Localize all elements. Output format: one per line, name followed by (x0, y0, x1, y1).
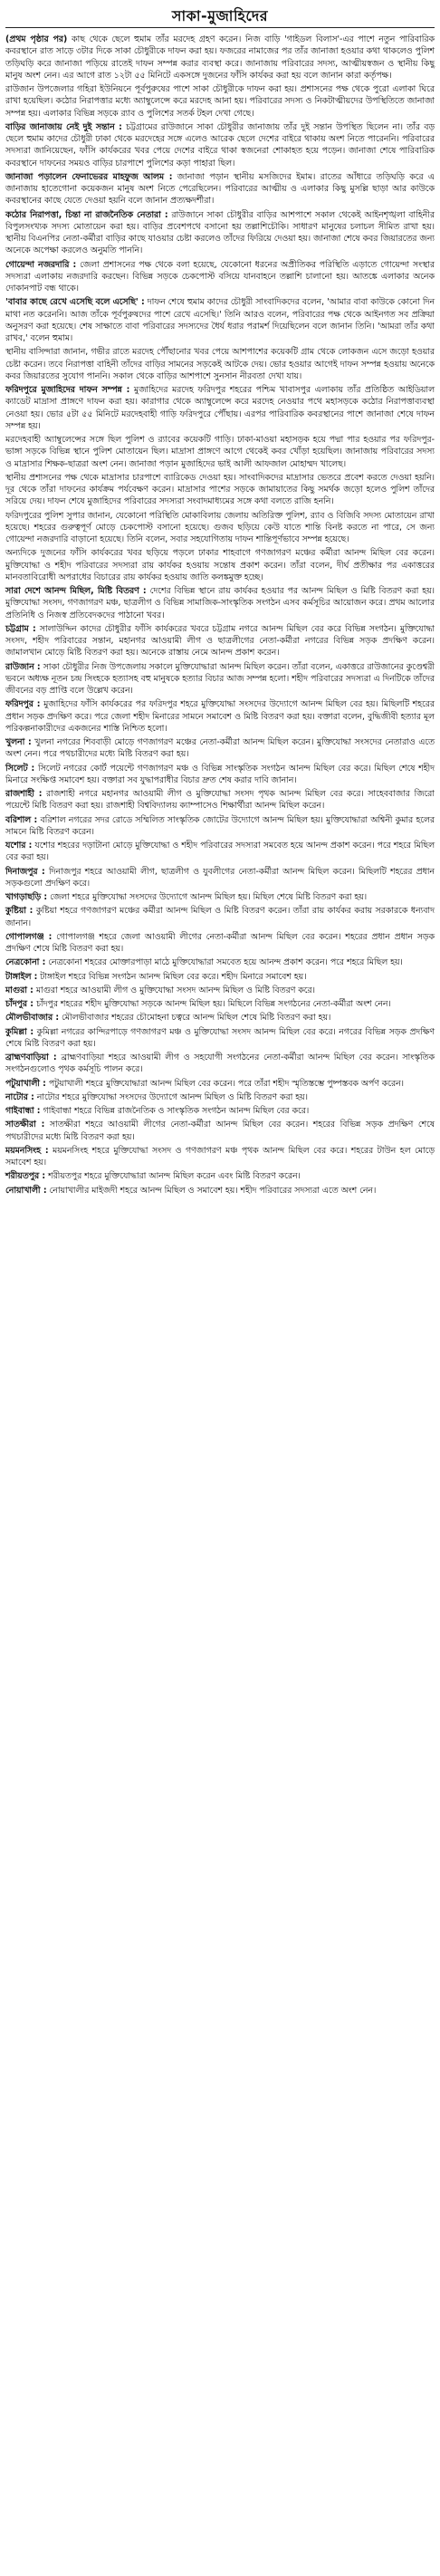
dateline-city: রাউজান : (5, 661, 41, 672)
paragraph-text: রাউজান উপজেলার গহিরা ইউনিয়নে পূর্বপুরুষের পাশে সাকা চৌধুরীকে দাফন করা হয়। প্রশাসনের পক্ষ থেকে পুরো এলাকা ঘিরে রাখা হয়েছিল। কঠোর নিরাপত্তার মধ্যে অ্যাম্বুলেন্সে করে মরদেহ আনা হয়। পরিবারের সদস্য ও নিকটাত্মীয়দের উপস্থিতিতে জানাজা সম্পন্ন হয়। এলাকার বিভিন্ন সড়কে র‍্যাব ও পুলিশের সতর্ক টহল দেখা গেছে। (5, 84, 435, 119)
article-paragraph (5, 83, 435, 120)
section-subhead: কঠোর নিরাপত্তা, চিন্তা না রাজনৈতিক নেতারা : (5, 209, 168, 220)
article-paragraph (5, 905, 435, 929)
paragraph-text: কুমিল্লা নগরের কান্দিরপাড়ে গণজাগরণ মঞ্চ ও মুক্তিযোদ্ধা সংসদ আনন্দ মিছিল বের করে। নগরের বিভিন্ন সড়ক প্রদক্ষিণ শেষে মিষ্টি বিতরণ করা হয়। (5, 1026, 435, 1049)
paragraph-text: ফরিদপুরের পুলিশ সুপার জানান, যেকোনো পরিস্থিতি মোকাবিলায় জেলায় অতিরিক্ত পুলিশ, র‍্যাব ও বিজিবি সদস্য মোতায়েন রাখা হয়েছে। শহরের গুরুত্বপূর্ণ মোড়ে চেকপোস্ট বসানো হয়েছে। গুজব ছড়িয়ে কেউ যাতে শান্তি বিনষ্ট করতে না পারে, সে জন্য গোয়েন্দা নজরদারি বাড়ানো হয়েছে। তিনি বলেন, সবার সহযোগিতায় দাফন শান্তিপূর্ণভাবে সম্পন্ন হয়েছে। (5, 510, 435, 544)
article-paragraph (5, 971, 435, 983)
paragraph-text: ময়মনসিংহ শহরে মুক্তিযোদ্ধা সংসদ ও গণজাগরণ মঞ্চ পৃথক আনন্দ মিছিল বের করে। শহরের টাউন হল মোড়ে সমাবেশ হয়। (5, 1145, 435, 1168)
dateline-city: রাজশাহী : (5, 789, 43, 799)
headline: সাকা-মুজাহিদের (171, 6, 269, 24)
dateline-city: চট্টগ্রাম : (5, 623, 36, 634)
paragraph-text: দিনাজপুর শহরে আওয়ামী লীগ, ছাত্রলীগ ও যুবলীগের নেতা-কর্মীরা আনন্দ মিছিল করেন। মিছিলটি শহরের প্রধান সড়কগুলো প্রদক্ষিণ করে। (5, 866, 435, 889)
dateline-city: গোপালগঞ্জ : (5, 931, 53, 942)
dateline-city: ময়মনসিংহ : (5, 1145, 49, 1156)
paragraph-lead: (প্রথম পৃষ্ঠার পর) (5, 34, 68, 44)
paragraph-text: খুলনা নগরের শিববাড়ী মোড়ে গণজাগরণ মঞ্চের নেতা-কর্মীরা আনন্দ মিছিল করেন। মুক্তিযোদ্ধা সংসদের নেতারাও এতে অংশ নেন। পরে পথচারীদের মধ্যে মিষ্টি বিতরণ করা হয়। (5, 737, 435, 760)
article-paragraph (5, 1145, 435, 1169)
article-paragraph (5, 998, 435, 1010)
dateline-city: দিনাজপুর : (5, 866, 45, 877)
paragraph-text: পটুয়াখালী শহরে মুক্তিযোদ্ধারা আনন্দ মিছিল বের করেন। পরে তাঁরা শহীদ স্মৃতিস্তম্ভে পুষ্পস্তবক অর্পণ করেন। (45, 1078, 405, 1089)
article-paragraph (5, 434, 435, 470)
article-paragraph (5, 384, 435, 432)
article-paragraph (5, 1012, 435, 1024)
paragraph-text: কাছ থেকে ছেলে হুমাম তাঁর মরদেহ গ্রহণ করেন। নিজ বাড়ি 'গাইডল বিলাস'-এর পাশে নতুন পারিবারিক কবরস্থানে রাত সাড়ে ৩টার দিকে সাকা চৌধুরীকে দাফন করা হয়। ফজরের নামাজের পর তাঁর জানাজা হওয়ার কথা থাকলেও পুলিশ তড়িঘড়ি করে জানাজা পড়িয়ে রাতেই দাফন সম্পন্ন করার ব্যবস্থা করে। জানাজায় পরিবারের সদস্য, আত্মীয়স্বজন ও স্থানীয় কিছু মানুষ অংশ নেন। এর আগে রাত ১২টা ৫৫ মিনিটে একসঙ্গে দুজনের ফাঁসি কার্যকর করা হয় বলে জানান কারা কর্তৃপক্ষ। (5, 34, 435, 81)
paragraph-text: ব্রাহ্মণবাড়িয়া শহরে আওয়ামী লীগ ও সহযোগী সংগঠনের নেতা-কর্মীরা আনন্দ মিছিল বের করেন। সাংস্কৃতিক সংগঠনগুলোও পৃথক কর্মসূচি পালন করে। (5, 1053, 435, 1075)
dateline-city: নাটোর : (5, 1091, 34, 1102)
paragraph-text: সাতক্ষীরা শহরে আওয়ামী লীগের নেতা-কর্মীরা আনন্দ মিছিল বের করেন। শহরের বিভিন্ন সড়ক প্রদক্ষিণ শেষে পথচারীদের মধ্যে মিষ্টি বিতরণ করা হয়। (5, 1120, 435, 1142)
paragraph-text: মুজাহিদের ফাঁসি কার্যকরের পর ফরিদপুর শহরে মুক্তিযোদ্ধা সংসদের উদ্যোগে আনন্দ মিছিল বের হয়। মিছিলটি শহরের প্রধান সড়ক প্রদক্ষিণ করে। পরে জেলা শহীদ মিনারের সামনে সমাবেশ ও মিষ্টি বিতরণ করা হয়। বক্তারা বলেন, বুদ্ধিজীবী হত্যার মূল পরিকল্পনাকারীদের একজনের শাস্তি নিশ্চিত হলো। (5, 699, 435, 734)
paragraph-text: রাজশাহী নগরে মহানগর আওয়ামী লীগ ও মুক্তিযোদ্ধা সংসদ পৃথক আনন্দ মিছিল বের করে। সাহেববাজার জিরো পয়েন্টে মিষ্টি বিতরণ করা হয়। রাজশাহী বিশ্ববিদ্যালয় ক্যাম্পাসেও শিক্ষার্থীরা আনন্দ মিছিল করেন। (5, 789, 435, 812)
article-paragraph (5, 1105, 435, 1117)
paragraph-text: স্থানীয় প্রশাসনের পক্ষ থেকে মাদ্রাসার চারপাশে ব্যারিকেড দেওয়া হয়। সাংবাদিকদের মাদ্রাসার ভেতরে প্রবেশ করতে দেওয়া হয়নি। দূর থেকে তাঁরা দাফনের কার্যক্রম পর্যবেক্ষণ করেন। মাদ্রাসার পাশের সড়কে জামায়াতের কিছু সমর্থক জড়ো হলেও পুলিশ তাঁদের সরিয়ে দেয়। দাফন শেষে মুজাহিদের পরিবারের সদস্যরা সংবাদমাধ্যমের সঙ্গে কথা বলতে রাজি হননি। (5, 472, 435, 507)
article-paragraph (5, 891, 435, 903)
dateline-city: যশোর : (5, 841, 33, 851)
paragraph-text: মৌলভীবাজার শহরের চৌমোহনা চত্বরে আনন্দ মিছিল শেষে মিষ্টি বিতরণ করা হয়। (59, 1013, 331, 1024)
dateline-city: বরিশাল : (5, 814, 38, 825)
dateline-city: গাইবান্ধা : (5, 1106, 41, 1116)
article-body (5, 34, 435, 1197)
article-paragraph (5, 788, 435, 812)
paragraph-text: নোয়াখালীর মাইজদী শহরে আনন্দ মিছিল ও সমাবেশ হয়। শহীদ পরিবারের সদস্যরা এতে অংশ নেন। (46, 1185, 377, 1196)
paragraph-text: চাঁদপুর শহরের শহীদ মুক্তিযোদ্ধা সড়কে আনন্দ মিছিল হয়। মিছিলে বিভিন্ন সংগঠনের নেতা-কর্মীরা অংশ নেন। (33, 999, 391, 1009)
article-paragraph (5, 259, 435, 295)
section-subhead: জানাজা পড়ালেন ফেনাভেরর মাহফুজ আলম : (5, 171, 173, 182)
dateline-city: পটুয়াখালী : (5, 1078, 46, 1089)
paragraph-text: জানাজা পড়ান স্থানীয় মসজিদের ইমাম। রাতের আঁধারে তড়িঘড়ি করে এ জানাজায় হাতেগোনা কয়েকজন মানুষ অংশ নিতে পেরেছিলেন। পরিবারের আত্মীয় ও এলাকার কিছু মুসল্লি ছাড়া আর কাউকে কবরস্থানের কাছে যেতে দেওয়া হয়নি বলে জানান প্রত্যক্ষদর্শীরা। (5, 171, 435, 207)
article-paragraph (5, 346, 435, 382)
paragraph-text: নেত্রকোনা শহরের মোক্তারপাড়া মাঠে মুক্তিযোদ্ধারা সমবেত হয়ে আনন্দ প্রকাশ করেন। পরে শহরে মিছিল হয়। (45, 957, 403, 968)
article-paragraph (5, 34, 435, 82)
dateline-city: চাঁদপুর : (5, 999, 33, 1009)
article-paragraph (5, 510, 435, 546)
article-paragraph (5, 698, 435, 735)
paragraph-text: জেলা শহরে মুক্তিযোদ্ধা সংসদের উদ্যোগে আনন্দ মিছিল হয়। মিছিল শেষে মিষ্টি বিতরণ করা হয়। (47, 892, 368, 902)
dateline-city: খাগড়াছড়ি : (5, 892, 48, 902)
paragraph-text: কুষ্টিয়া শহরে গণজাগরণ মঞ্চের কর্মীরা আনন্দ মিছিল ও মিষ্টি বিতরণ করেন। তাঁরা রায় কার্যকর করায় সরকারকে ধন্যবাদ জানান। (5, 906, 435, 928)
article-paragraph (5, 1119, 435, 1143)
article-paragraph (5, 472, 435, 508)
paragraph-text: মুজাহিদের মরদেহ ফরিদপুর শহরের পশ্চিম খাবাসপুর এলাকায় তাঁর প্রতিষ্ঠিত আইডিয়াল ক্যাডেট মাদ্রাসা প্রাঙ্গণে দাফন করা হয়। কারাগার থেকে অ্যাম্বুলেন্সে করে মরদেহ নেওয়ার পথে মহাসড়কে কঠোর নিরাপত্তাব্যবস্থা নেওয়া হয়। ভোর ৫টা ৫৫ মিনিটে মরদেহবাহী গাড়ি ফরিদপুরে পৌঁছায়। এরপর পারিবারিক কবরস্থানের পাশে জানাজা শেষে দাফন সম্পন্ন হয়। (5, 385, 435, 431)
paragraph-text: বরিশাল নগরের সদর রোডে সম্মিলিত সাংস্কৃতিক জোটের উদ্যোগে আনন্দ মিছিল হয়। মুক্তিযোদ্ধারা অশ্বিনী কুমার হলের সামনে মিষ্টি বিতরণ করেন। (5, 814, 435, 837)
paragraph-text: রাউজানে সাকা চৌধুরীর বাড়ির আশপাশে সকাল থেকেই আইনশৃঙ্খলা বাহিনীর বিপুলসংখ্যক সদস্য মোতায়েন করা হয়। বাড়ির প্রবেশপথে বসানো হয় তল্লাশিচৌকি। সাধারণ মানুষের চলাচল সীমিত রাখা হয়। স্থানীয় বিএনপির নেতা-কর্মীরা বাড়ির কাছে যাওয়ার চেষ্টা করলেও তাঁদের ফিরিয়ে দেওয়া হয়। জানাজা শেষে কবর জিয়ারতের জন্য অনেকে অপেক্ষা করলেও অনুমতি পাননি। (5, 209, 435, 256)
dateline-city: ফরিদপুর : (5, 699, 41, 710)
headline-bar (5, 5, 435, 28)
article-paragraph (5, 985, 435, 996)
dateline-city: মৌলভীবাজার : (5, 1013, 60, 1024)
dateline-city: নেত্রকোনা : (5, 957, 46, 968)
article-paragraph (5, 171, 435, 207)
dateline-city: সিলেট : (5, 763, 35, 774)
paragraph-text: গোপালগঞ্জ শহরে জেলা আওয়ামী লীগের নেতা-কর্মীরা আনন্দ মিছিল বের করেন। শহরের প্রধান প্রধান সড়ক প্রদক্ষিণ শেষে মিষ্টি বিতরণ করা হয়। (5, 931, 435, 954)
dateline-city: কুমিল্লা : (5, 1026, 34, 1037)
paragraph-text: চট্টগ্রামের রাউজানে সাকা চৌধুরীর জানাজায় তাঁর দুই সন্তান উপস্থিত ছিলেন না। তাঁর বড় ছেলে হুমাম কাদের চৌধুরী ঢাকা থেকে মরদেহের সঙ্গে এলেও আরেক ছেলে দেশের বাইরে থাকায় অংশ নিতে পারেননি। পরিবারের সদস্যরা জানিয়েছেন, ফাঁসি কার্যকরের খবর পেয়ে দেশের বাইরে থাকা স্বজনেরা শোকাহত হয়ে পড়েন। জানাজা শেষে পারিবারিক কবরস্থানে দাফনের সময়ও বাড়ির চারপাশে পুলিশের কড়া পাহারা ছিল। (5, 121, 435, 168)
article-paragraph (5, 956, 435, 968)
article-paragraph (5, 840, 435, 864)
paragraph-text: স্থানীয় বাসিন্দারা জানান, গভীর রাতে মরদেহ পৌঁছানোর খবর পেয়ে আশপাশের কয়েকটি গ্রাম থেকে লোকজন এসে জড়ো হওয়ার চেষ্টা করেন। তবে নিরাপত্তা বাহিনী তাঁদের বাড়ির সামনের সড়কেই আটকে দেয়। ভোর হওয়ার আগেই দাফন সম্পন্ন হওয়ায় অনেকে কবর জিয়ারতের সুযোগ পাননি। সকাল থেকে বাড়ির আশপাশে সুনসান নীরবতা দেখা যায়। (5, 347, 435, 381)
article-paragraph (5, 814, 435, 839)
section-title: সারা দেশে আনন্দ মিছিল, মিষ্টি বিতরণ : (5, 586, 147, 596)
article-paragraph (5, 661, 435, 697)
dateline-city: শরীয়তপুর : (5, 1171, 46, 1182)
article-paragraph (5, 1091, 435, 1103)
article-paragraph (5, 1026, 435, 1051)
paragraph-text: অন্যদিকে দুজনের ফাঁসি কার্যকরের খবর ছড়িয়ে পড়লে ঢাকার শাহবাগে গণজাগরণ মঞ্চের কর্মীরা আনন্দ মিছিল বের করেন। মুক্তিযোদ্ধা ও শহীদ পরিবারের সদস্যরা রায় কার্যকর হওয়ায় সন্তোষ প্রকাশ করেন। তাঁরা বলেন, দীর্ঘ প্রতীক্ষার পর একাত্তরের মানবতাবিরোধী অপরাধের বিচারের রায় কার্যকর হওয়ায় জাতি কলঙ্কমুক্ত হচ্ছে। (5, 548, 435, 582)
paragraph-text: যশোর শহরের দড়াটানা মোড়ে মুক্তিযোদ্ধা ও শহীদ পরিবারের সদস্যরা সমবেত হয়ে আনন্দ প্রকাশ করেন। পরে শহরে মিছিল বের করা হয়। (5, 841, 435, 863)
article-paragraph (5, 931, 435, 956)
paragraph-text: দাফন শেষে হুমাম কাদের চৌধুরী সাংবাদিকদের বলেন, 'আমার বাবা কাউকে কোনো দিন মাথা নত করেননি। আজ তাঁকে পূর্বপুরুষদের পাশে রেখে এসেছি।' তিনি আরও বলেন, পরিবারের পক্ষ থেকে আইনগত সব প্রক্রিয়া অনুসরণ করা হয়েছে। শেষ সাক্ষাতে বাবা পরিবারের সদস্যদের ধৈর্য ধরার পরামর্শ দিয়েছিলেন বলে জানান তিনি। 'আমরা তাঁর কথা রাখব,' বলেন হুমাম। (5, 297, 435, 343)
article-paragraph (5, 296, 435, 344)
article-paragraph (5, 866, 435, 890)
dateline-city: খুলনা : (5, 737, 32, 747)
paragraph-text: সিলেট নগরের কোর্ট পয়েন্টে গণজাগরণ মঞ্চ ও বিভিন্ন সাংস্কৃতিক সংগঠন আনন্দ মিছিল বের করে। মিছিল শেষে শহীদ মিনারে সংক্ষিপ্ত সমাবেশ হয়। বক্তারা সব যুদ্ধাপরাধীর বিচার দ্রুত শেষ করার দাবি জানান। (5, 763, 435, 785)
paragraph-text: জেলা প্রশাসনের পক্ষ থেকে বলা হয়েছে, যেকোনো ধরনের অপ্রীতিকর পরিস্থিতি এড়াতে গোয়েন্দা সংস্থার সদস্যরা এলাকায় নজরদারি করছেন। বিভিন্ন সড়কে চেকপোস্ট বসিয়ে যানবাহনে তল্লাশি চালানো হয়। আতঙ্কে এলাকার অনেক দোকানপাট বন্ধ থাকে। (5, 259, 435, 293)
article-paragraph (5, 763, 435, 787)
dateline-city: মাগুরা : (5, 985, 33, 995)
section-subhead: বাড়ির জানাজায় নেই দুই সন্তান : (5, 121, 122, 132)
article-paragraph (5, 1052, 435, 1076)
section-subhead: 'বাবার কাছে রেখে এসেছি বলে এসেছি' : (5, 297, 145, 308)
dateline-city: ব্রাহ্মণবাড়িয়া : (5, 1053, 57, 1062)
paragraph-text: দেশের বিভিন্ন স্থানে রায় কার্যকর হওয়ার পর আনন্দ মিছিল ও মিষ্টি বিতরণ করা হয়। মুক্তিযোদ্ধা সংসদ, গণজাগরণ মঞ্চ, ছাত্রলীগ ও বিভিন্ন সামাজিক-সাংস্কৃতিক সংগঠন এসব কর্মসূচির আয়োজন করে। প্রথম আলোর প্রতিনিধি ও নিজস্ব প্রতিবেদকদের পাঠানো খবর। (5, 586, 435, 620)
paragraph-text: সাকা চৌধুরীর নিজ উপজেলায় সকালে মুক্তিযোদ্ধারা আনন্দ মিছিল করেন। তাঁরা বলেন, একাত্তরে রাউজানের কুণ্ডেশ্বরী ভবনে অধ্যক্ষ নূতন চন্দ্র সিংহকে হত্যাসহ বহু মানুষকে হত্যার বিচার আজ সম্পন্ন হলো। শহীদ পরিবারের সদস্যরা এ দিনটিকে তাঁদের জীবনের বড় প্রাপ্তি বলে উল্লেখ করেন। (5, 661, 435, 696)
section-subhead: ফরিদপুরে মুজাহিদের দাফন সম্পন্ন : (5, 385, 130, 395)
dateline-city: সাতক্ষীরা : (5, 1120, 45, 1130)
article-paragraph (5, 1078, 435, 1090)
article-paragraph (5, 547, 435, 583)
article-paragraph (5, 121, 435, 169)
paragraph-text: মরদেহবাহী অ্যাম্বুলেন্সের সঙ্গে ছিল পুলিশ ও র‍্যাবের কয়েকটি গাড়ি। ঢাকা-মাওয়া মহাসড়ক হয়ে পদ্মা পার হওয়ার পর ফরিদপুর-ভাঙ্গা সড়কে বিভিন্ন স্থানে পুলিশ মোতায়েন ছিল। মাদ্রাসা প্রাঙ্গণে আগে থেকেই কবর খোঁড়া হয়েছিল। জানাজায় পরিবারের সদস্য ও মাদ্রাসার শিক্ষক-ছাত্ররা অংশ নেন। জানাজা পড়ান মুজাহিদের ভাই আলী আফজাল মোহাম্মদ খালেছ। (5, 435, 435, 469)
section-subhead: গোয়েন্দা নজরদারি : (5, 259, 77, 270)
dateline-city: নোয়াখালী : (5, 1185, 47, 1196)
article-paragraph (5, 209, 435, 257)
paragraph-text: সালাউদ্দিন কাদের চৌধুরীর ফাঁসি কার্যকরের খবরে চট্টগ্রাম নগরে আনন্দ মিছিল বের করে বিভিন্ন সংগঠন। মুক্তিযোদ্ধা সংসদ, শহীদ পরিবারের সন্তান, মহানগর আওয়ামী লীগ ও ছাত্রলীগের নেতা-কর্মীরা নগরের বিভিন্ন সড়ক প্রদক্ষিণ করেন। জামালখান মোড়ে মিষ্টি বিতরণ করা হয়। অনেকে রাস্তায় নেমে আনন্দ প্রকাশ করেন। (5, 623, 435, 658)
article-paragraph (5, 623, 435, 659)
paragraph-text: টাঙ্গাইল শহরে বিভিন্ন সংগঠন আনন্দ মিছিল বের করে। শহীদ মিনারে সমাবেশ হয়। (37, 971, 307, 982)
article-paragraph (5, 585, 435, 621)
article-paragraph (5, 1170, 435, 1182)
article-paragraph (5, 736, 435, 761)
paragraph-text: শরীয়তপুর শহরে মুক্তিযোদ্ধারা আনন্দ মিছিল করেন এবং মিষ্টি বিতরণ করেন। (45, 1171, 301, 1182)
paragraph-text: নাটোর শহরে মুক্তিযোদ্ধা সংসদের উদ্যোগে আনন্দ মিছিল ও মিষ্টি বিতরণ করা হয়। (33, 1091, 308, 1102)
dateline-city: টাঙ্গাইল : (5, 971, 38, 982)
paragraph-text: গাইবান্ধা শহরে বিভিন্ন রাজনৈতিক ও সাংস্কৃতিক সংগঠন আনন্দ মিছিল বের করে। (40, 1106, 310, 1116)
paragraph-text: মাগুরা শহরে আওয়ামী লীগ ও মুক্তিযোদ্ধা সংসদ আনন্দ মিছিল ও মিষ্টি বিতরণ করে। (33, 985, 315, 995)
article-paragraph (5, 1185, 435, 1197)
dateline-city: কুষ্টিয়া : (5, 906, 33, 917)
